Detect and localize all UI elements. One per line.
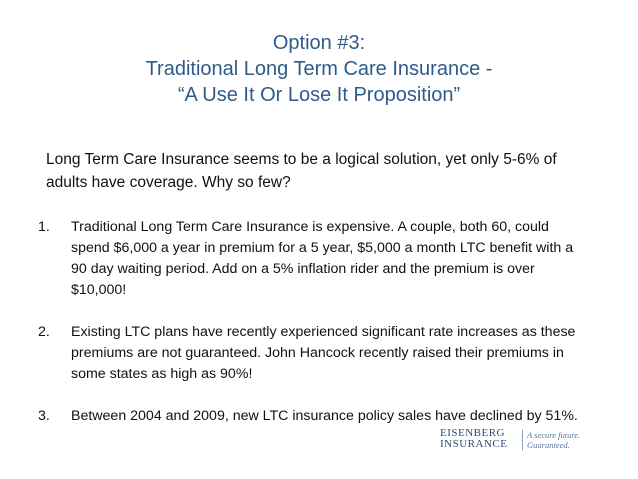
logo-tagline-line-2: Guaranteed.: [527, 440, 570, 450]
title-line-1: Option #3:: [272, 32, 366, 54]
list-line: Between 2004 and 2009, new LTC insurance policy sales have declined by 51%.: [71, 408, 578, 424]
logo-name-line-1: EISENBERG: [440, 427, 505, 439]
logo-name-line-2: INSURANCE: [440, 438, 508, 450]
list-number: 3.: [38, 408, 50, 424]
list-line: Existing LTC plans have recently experienced significant rate increases as these: [71, 324, 576, 340]
list-line: 90 day waiting period. Add on a 5% inflation rider and the premium is over: [71, 261, 535, 277]
slide-title: [0, 30, 638, 108]
title-line-2: Traditional Long Term Care Insurance -: [145, 58, 493, 80]
title-line-3: “A Use It Or Lose It Proposition”: [177, 84, 461, 106]
list-line: some states as high as 90%!: [71, 366, 253, 382]
intro-line-1: Long Term Care Insurance seems to be a logical solution, yet only 5-6% of: [46, 151, 557, 168]
list-line: Traditional Long Term Care Insurance is expensive. A couple, both 60, could: [71, 219, 549, 235]
list-number: 1.: [38, 219, 50, 235]
list-number: 2.: [38, 324, 50, 340]
list-line: spend $6,000 a year in premium for a 5 year, $5,000 a month LTC benefit with a: [71, 240, 574, 256]
intro-line-2: adults have coverage. Why so few?: [46, 174, 291, 191]
logo-wordmark: [440, 428, 507, 450]
list-item-3: [38, 406, 608, 427]
intro-paragraph: [46, 148, 606, 194]
logo-tagline-line-1: A secure future.: [527, 430, 581, 440]
list-line: premiums are not guaranteed. John Hancock recently raised their premiums in: [71, 345, 564, 361]
logo-tagline: [527, 430, 580, 450]
list-item-2: [38, 322, 608, 385]
company-logo: [440, 428, 590, 454]
list-item-1: [38, 217, 608, 301]
numbered-list: [38, 217, 608, 448]
logo-divider: [522, 430, 523, 450]
list-line: $10,000!: [71, 282, 127, 298]
